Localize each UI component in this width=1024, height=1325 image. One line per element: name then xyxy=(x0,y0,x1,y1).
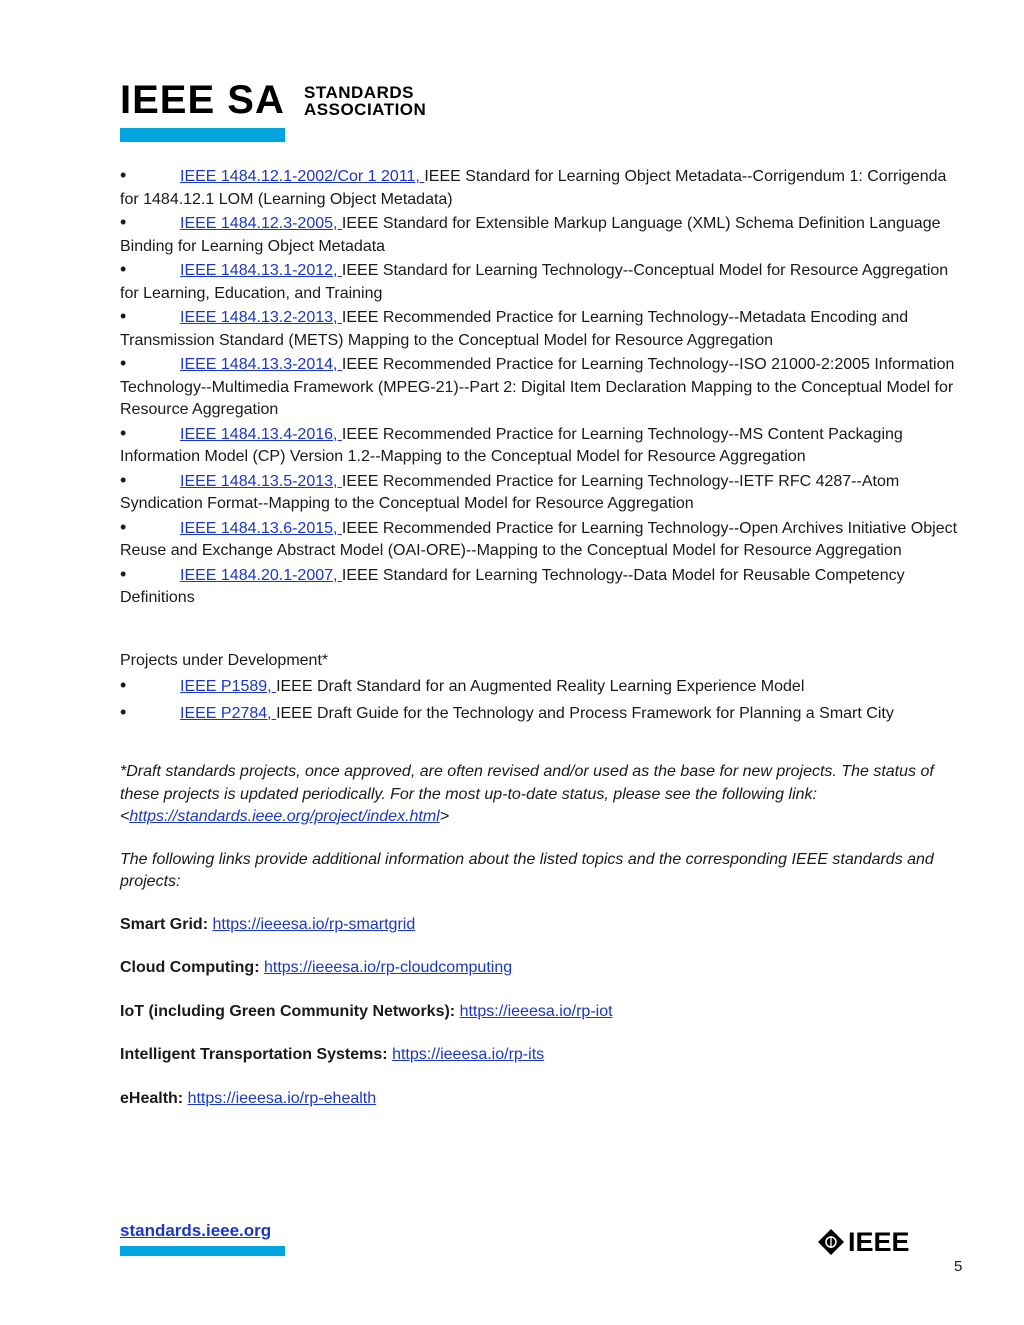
logo-subtitle-line1: STANDARDS xyxy=(304,83,414,102)
standard-link[interactable]: IEEE 1484.20.1-2007, xyxy=(180,566,342,584)
bullet-icon: • xyxy=(120,563,127,584)
projects-list xyxy=(120,674,960,725)
topic-item xyxy=(120,957,960,980)
draft-note-close: > xyxy=(439,808,450,825)
ieee-footer-logo xyxy=(818,1226,910,1258)
topic-item xyxy=(120,914,960,937)
standard-title: IEEE Recommended Practice for Learning Technology--ISO 21000-2:2005 Information Technology--Multimedia Framework (MPEG-21)--Part 2: Digital Item Declaration Mapping to the Conceptual Model for Resource Aggregation xyxy=(120,356,955,418)
project-index-link[interactable]: https://standards.ieee.org/project/index.html xyxy=(129,808,440,825)
list-item xyxy=(120,422,960,469)
topic-label: Cloud Computing: xyxy=(120,959,260,976)
bullet-icon: • xyxy=(120,259,127,279)
standard-link[interactable]: IEEE 1484.12.3-2005, xyxy=(180,215,342,232)
standard-title: IEEE Standard for Learning Object Metadata--Corrigendum 1: Corrigenda for 1484.12.1 LOM (Learning Object Metadata) xyxy=(120,168,947,208)
topic-link[interactable]: https://ieeesa.io/rp-ehealth xyxy=(187,1089,377,1107)
bullet-icon: • xyxy=(120,469,127,490)
list-item xyxy=(120,258,960,305)
ieee-sa-logo xyxy=(120,80,440,142)
standard-link[interactable]: IEEE 1484.13.4-2016, xyxy=(180,425,342,443)
project-link[interactable]: IEEE P2784, xyxy=(180,704,277,722)
list-item xyxy=(120,469,960,516)
bullet-icon: • xyxy=(120,353,127,373)
standard-title: IEEE Standard for Learning Technology--Conceptual Model for Resource Aggregation for Learning, Education, and Training xyxy=(120,262,949,302)
topic-link[interactable]: https://ieeesa.io/rp-its xyxy=(392,1046,545,1063)
list-item xyxy=(120,674,960,699)
topic-link[interactable]: https://ieeesa.io/rp-cloudcomputing xyxy=(263,959,513,976)
page-content xyxy=(120,164,960,1131)
list-item xyxy=(120,516,960,563)
list-item xyxy=(120,305,960,352)
topic-link[interactable]: https://ieeesa.io/rp-smartgrid xyxy=(212,915,416,933)
topic-links xyxy=(120,914,960,1111)
logo-subtitle xyxy=(304,84,426,118)
list-item xyxy=(120,164,960,211)
standard-link[interactable]: IEEE 1484.13.6-2015, xyxy=(180,519,342,537)
draft-note xyxy=(120,761,960,829)
footer-site-link[interactable]: standards.ieee.org xyxy=(120,1221,272,1240)
projects-heading: Projects under Development* xyxy=(120,651,329,669)
topic-item xyxy=(120,1088,960,1111)
topic-label: IoT (including Green Community Networks): xyxy=(120,1002,456,1020)
list-item xyxy=(120,701,960,726)
topic-item xyxy=(120,1001,960,1024)
bullet-icon: • xyxy=(120,422,127,443)
draft-note-open: < xyxy=(120,808,130,825)
ieee-diamond-icon xyxy=(818,1229,844,1255)
standard-link[interactable]: IEEE 1484.13.5-2013, xyxy=(180,472,342,490)
standard-link[interactable]: IEEE 1484.12.1-2002/Cor 1 2011, xyxy=(180,168,425,185)
links-intro: The following links provide additional information about the listed topics and the corresponding IEEE standards and projects: xyxy=(120,850,934,890)
bullet-icon: • xyxy=(120,165,127,185)
topic-item xyxy=(120,1044,960,1067)
logo-wordmark: IEEE SA xyxy=(120,78,285,122)
list-item xyxy=(120,563,960,610)
project-title: IEEE Draft Guide for the Technology and Process Framework for Planning a Smart City xyxy=(276,704,894,722)
topic-label: Smart Grid: xyxy=(120,915,209,933)
bullet-icon: • xyxy=(120,212,127,232)
logo-subtitle-line2: ASSOCIATION xyxy=(304,100,427,119)
project-link[interactable]: IEEE P1589, xyxy=(180,678,277,695)
bullet-icon: • xyxy=(120,675,127,695)
footer-logo-text: IEEE xyxy=(848,1227,910,1257)
standard-title: IEEE Standard for Extensible Markup Language (XML) Schema Definition Language Binding for Learning Object Metadata xyxy=(120,215,941,255)
topic-label: Intelligent Transportation Systems: xyxy=(120,1046,388,1063)
bullet-icon: • xyxy=(120,516,127,537)
draft-note-text: *Draft standards projects, once approved, are often revised and/or used as the base for new projects. The status of these projects is updated periodically. For the most up-to-date status, please see the following link: xyxy=(120,763,934,803)
standard-link[interactable]: IEEE 1484.13.1-2012, xyxy=(180,262,342,279)
logo-accent-bar xyxy=(120,128,285,142)
bullet-icon: • xyxy=(120,701,127,722)
list-item xyxy=(120,352,960,422)
footer-accent-bar xyxy=(120,1246,285,1256)
standard-title: IEEE Recommended Practice for Learning Technology--Metadata Encoding and Transmission Standard (METS) Mapping to the Conceptual Model for Resource Aggregation xyxy=(120,309,909,349)
standard-link[interactable]: IEEE 1484.13.3-2014, xyxy=(180,356,342,373)
standards-list xyxy=(120,164,960,610)
standard-title: IEEE Standard for Learning Technology--Data Model for Reusable Competency Definitions xyxy=(120,566,905,606)
page-number: 5 xyxy=(954,1258,963,1275)
standard-title: IEEE Recommended Practice for Learning Technology--IETF RFC 4287--Atom Syndication Format--Mapping to the Conceptual Model for Resource Aggregation xyxy=(120,472,900,512)
standard-title: IEEE Recommended Practice for Learning Technology--MS Content Packaging Information Model (CP) Version 1.2--Mapping to the Conceptual Model for Resource Aggregation xyxy=(120,425,903,465)
standard-title: IEEE Recommended Practice for Learning Technology--Open Archives Initiative Object Reuse and Exchange Abstract Model (OAI-ORE)--Mapping to the Conceptual Model for Resource Aggregation xyxy=(120,519,958,559)
project-title: IEEE Draft Standard for an Augmented Reality Learning Experience Model xyxy=(276,678,805,695)
bullet-icon: • xyxy=(120,306,127,326)
topic-label: eHealth: xyxy=(120,1089,184,1107)
list-item xyxy=(120,211,960,258)
standard-link[interactable]: IEEE 1484.13.2-2013, xyxy=(180,309,342,326)
topic-link[interactable]: https://ieeesa.io/rp-iot xyxy=(459,1002,613,1020)
